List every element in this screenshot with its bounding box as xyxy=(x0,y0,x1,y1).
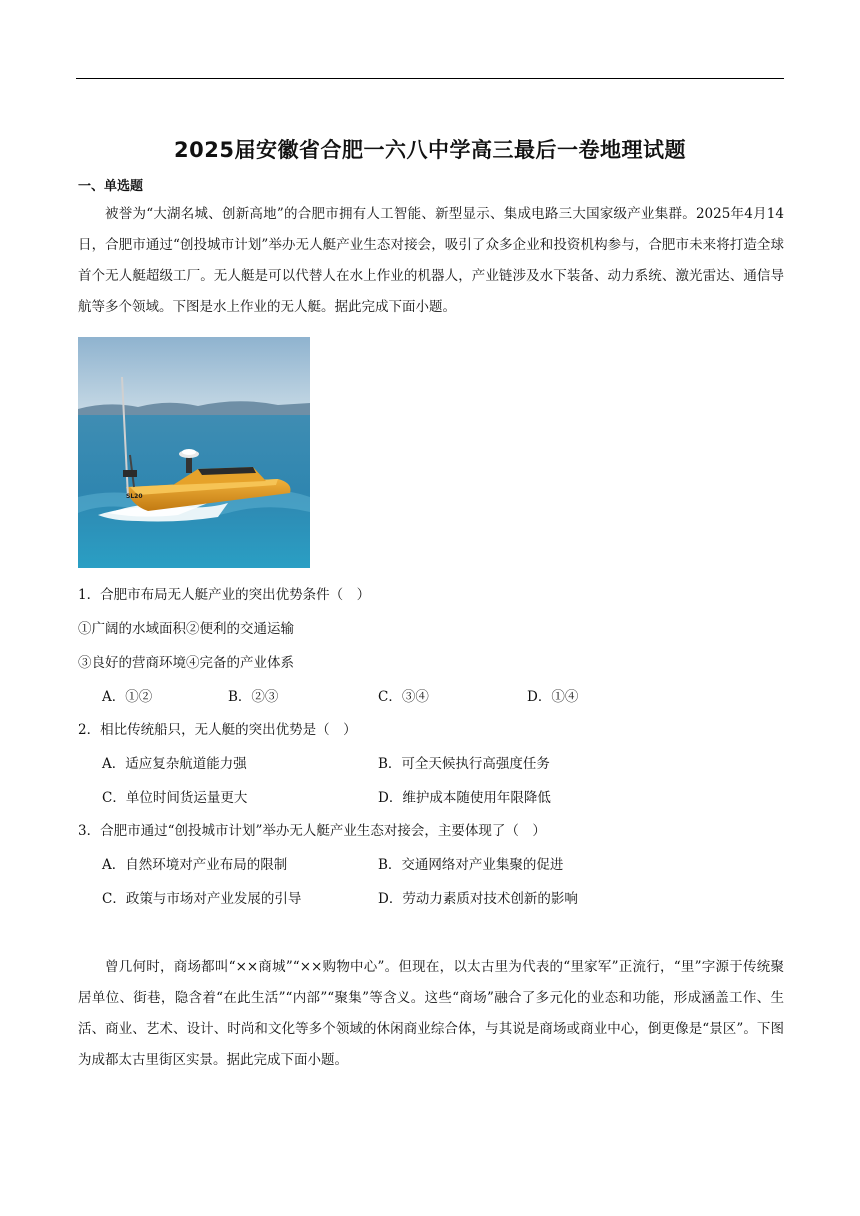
page-title: 2025届安徽省合肥一六八中学高三最后一卷地理试题 xyxy=(174,138,686,162)
question-2-option-a: A．适应复杂航道能力强 xyxy=(102,756,247,772)
passage-taikoo-li: 曾几何时，商场都叫“××商城”“××购物中心”。但现在，以太古里为代表的“里家军”正流行，“里”字源于传统聚居单位、街巷，隐含着“在此生活”“内部”“聚集”等含义。这些“商场”融合了多元化的业态和功能，形成涵盖工作、生活、商业、艺术、设计、时尚和文化等多个领域的休闲商业综合体，与其说是商场或商业中心，倒更像是“景区”。下图为成都太古里街区实景。据此完成下面小题。 xyxy=(78,959,784,1068)
question-1-stem: 1．合肥市布局无人艇产业的突出优势条件（ ） xyxy=(78,587,371,603)
question-3-option-b: B．交通网络对产业集聚的促进 xyxy=(378,857,564,873)
question-1-option-c: C．③④ xyxy=(378,689,429,705)
section-heading: 一、单选题 xyxy=(78,179,144,194)
question-1-option-a: A．①② xyxy=(102,689,153,705)
question-3-stem: 3．合肥市通过“创投城市计划”举办无人艇产业生态对接会，主要体现了（ ） xyxy=(78,823,546,839)
question-1-option-d: D．①④ xyxy=(527,689,579,705)
boat-hull-label: SL20 xyxy=(126,493,143,500)
unmanned-boat-photo xyxy=(78,337,310,568)
question-1-option-b: B．②③ xyxy=(228,689,279,705)
boat-illustration xyxy=(78,337,310,568)
question-1-statement-2: ③良好的营商环境④完备的产业体系 xyxy=(78,655,294,671)
question-1-statement-1: ①广阔的水域面积②便利的交通运输 xyxy=(78,621,294,637)
question-2-option-c: C．单位时间货运量更大 xyxy=(102,790,248,806)
header-rule xyxy=(76,78,784,79)
question-3-option-d: D．劳动力素质对技术创新的影响 xyxy=(378,891,578,907)
question-2-option-b: B．可全天候执行高强度任务 xyxy=(378,756,550,772)
question-2-stem: 2．相比传统船只，无人艇的突出优势是（ ） xyxy=(78,722,357,738)
passage-unmanned-boat: 被誉为“大湖名城、创新高地”的合肥市拥有人工智能、新型显示、集成电路三大国家级产业集群。2025年4月14日，合肥市通过“创投城市计划”举办无人艇产业生态对接会，吸引了众多企业和投资机构参与，合肥市未来将打造全球首个无人艇超级工厂。无人艇是可以代替人在水上作业的机器人，产业链涉及水下装备、动力系统、激光雷达、通信导航等多个领域。下图是水上作业的无人艇。据此完成下面小题。 xyxy=(78,206,784,315)
question-3-option-a: A．自然环境对产业布局的限制 xyxy=(102,857,288,873)
question-3-option-c: C．政策与市场对产业发展的引导 xyxy=(102,891,302,907)
question-2-option-d: D．维护成本随使用年限降低 xyxy=(378,790,551,806)
